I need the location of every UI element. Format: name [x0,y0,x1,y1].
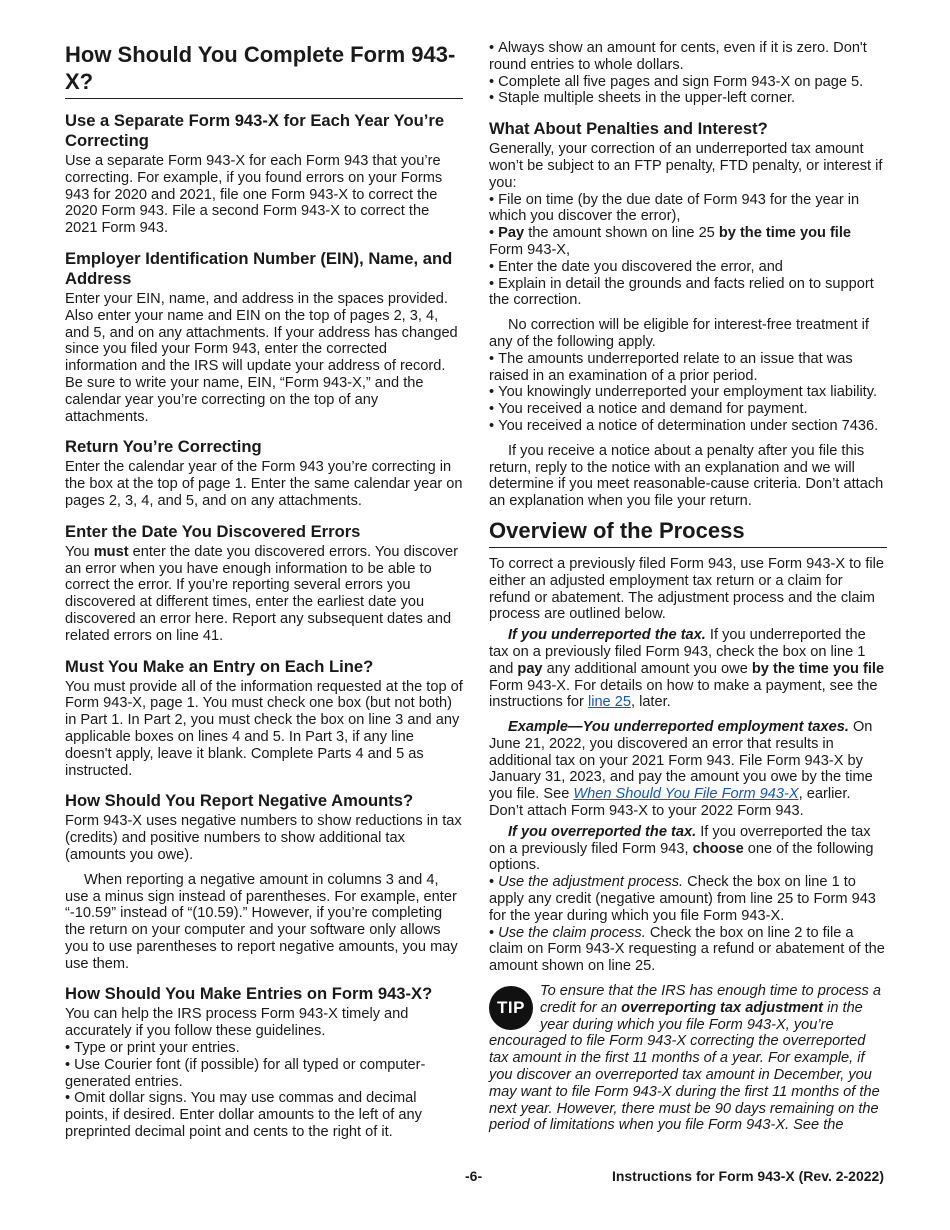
list-item: • Use Courier font (if possible) for all typed or computer-generated entries. [65,1057,463,1091]
when-should-you-file-link[interactable]: When Should You File Form 943-X [573,786,799,803]
list-item: • File on time (by the due date of Form 943 for the year in which you discover the error), [489,192,887,226]
list-item: • You received a notice and demand for payment. [489,401,887,418]
tip-icon: TIP [489,986,533,1030]
line-25-link[interactable]: line 25 [587,694,631,711]
list-item: • Pay the amount shown on line 25 by the time you file Form 943-X, [489,225,887,259]
heading-entry-each-line: Must You Make an Entry on Each Line? [65,656,374,676]
list-item: • Complete all five pages and sign Form 943-X on page 5. [489,74,887,91]
paragraph-separate-form: Use a separate Form 943-X for each Form 943 that you’re correcting. For example, if you found errors on your Forms 943 for 2020 and 2021, file one Form 943-X to correct the 2020 Form 943. File a second Form 943-X to correct the 2021 Form 943. [65,153,443,237]
paragraph-return-correcting: Enter the calendar year of the Form 943 you’re correcting in the box at the top of page 1. Enter the same calendar year on pages 2, 3, 4, and 5, and on any attachments. [65,459,463,509]
list-item: • Explain in detail the grounds and facts relied on to support the correction. [489,276,887,310]
paragraph-entry-each-line: You must provide all of the information requested at the top of Form 943-X, page 1. You must check one box (but not both) in Part 1. In Part 2, you must check the box on line 3 and any applicable boxes on lines 4 and 5. In Part 3, if any line doesn't apply, leave it blank. Complete Parts 4 and 5 as instructed. [65,678,463,779]
heading-make-entries: How Should You Make Entries on Form 943-X? [65,984,433,1004]
section-title-overview: Overview of the Process [489,517,887,548]
heading-negative-amounts: How Should You Report Negative Amounts? [65,791,414,811]
list-item: • Use the adjustment process. Check the box on line 1 to apply any credit (negative amount) from line 25 to Form 943 for the year during which you file Form 943-X. [489,874,887,924]
list-item: • Use the claim process. Check the box on line 2 to file a claim on Form 943-X requesting a refund or abatement of the amount shown on line 25. [489,925,887,975]
list-item: • Enter the date you discovered the error, and [489,259,887,276]
tip-callout: TIP To ensure that the IRS has enough time to process a credit for an overreporting tax adjustment in the year during which you file Form 943-X, you’re encouraged to file Form 943-X correcting the overreported tax amount in the first 11 months of a year. For example, if you discover an overreported tax amount in December, you may want to file Form 943-X during the first 11 months of the next year. However, there must be 90 days remaining on the period of limitations when you file Form 943-X. See the [489,983,882,1134]
heading-return-correcting: Return You’re Correcting [65,437,262,457]
paragraph-negative-amounts: Form 943-X uses negative numbers to show reductions in tax (credits) and positive numbers to show additional tax (amounts you owe). [65,813,462,863]
left-column [65,40,463,1141]
paragraph-make-entries: You can help the IRS process Form 943-X timely and accurately if you follow these guidelines. [65,1006,409,1040]
heading-separate-form: Use a Separate Form 943-X for Each Year You’re Correcting [65,111,445,150]
paragraph-penalty-notice: If you receive a notice about a penalty after you file this return, reply to the notice with an explanation and we will determine if you meet reasonable-cause criteria. Don’t attach an explanation when you file your return. [489,442,884,510]
list-item: • Always show an amount for cents, even if it is zero. Don't round entries to whole dollars. [489,40,887,74]
list-item: • The amounts underreported relate to an issue that was raised in an examination of a prior period. [489,351,887,385]
footer-form-title: Instructions for Form 943-X (Rev. 2-2022) [611,1168,884,1184]
heading-date-discovered: Enter the Date You Discovered Errors [65,521,361,541]
section-title-complete-form: How Should You Complete Form 943-X? [65,41,463,99]
paragraph-overreported: If you overreported the tax. If you overreported the tax on a previously filed Form 943, choose one of the following options. [489,823,874,874]
paragraph-underreported: If you underreported the tax. If you underreported the tax on a previously filed Form 943, check the box on line 1 and pay any additional amount you owe by the time you file Form 943-X. For details on how to make a payment, see the instructions for line 25, later. [489,627,885,711]
paragraph-date-discovered: You must enter the date you discovered errors. You discover an error when you have enough information to be able to correct the error. If you’re reporting several errors you discovered at different times, enter the earliest date you discovered an error here. Report any subsequent dates and related errors on line 41. [65,543,458,644]
heading-penalties-interest: What About Penalties and Interest? [489,119,768,139]
paragraph-ein-name-address: Enter your EIN, name, and address in the spaces provided. Also enter your name and EIN on the top of pages 2, 3, 4, and 5, and on any attachments. If your address has changed since you filed your Form 943, enter the corrected information and the IRS will update your address of record. Be sure to write your name, EIN, “Form 943-X,” and the calendar year you’re correcting on the top of any attachments. [65,290,458,425]
paragraph-no-correction: No correction will be eligible for interest-free treatment if any of the following apply. [489,317,869,350]
list-item: • Type or print your entries. [65,1040,463,1057]
list-item: • Staple multiple sheets in the upper-left corner. [489,90,887,107]
paragraph-overview-intro: To correct a previously filed Form 943, use Form 943-X to file either an adjusted employment tax return or a claim for refund or abatement. The adjustment process and the claim process are outlined below. [489,555,884,623]
right-column [489,40,887,1134]
paragraph-example: Example—You underreported employment taxes. On June 21, 2022, you discovered an error that results in additional tax on your 2021 Form 943. File Form 943-X by January 31, 2023, and pay the amount you owe by the time you file. See When Should You File Form 943-X, earlier. Don’t attach Form 943-X to your 2022 Form 943. [489,719,873,820]
paragraph-penalties-intro: Generally, your correction of an underreported tax amount won’t be subject to an FTP penalty, FTD penalty, or interest if you: [489,141,883,191]
list-item: • You received a notice of determination under section 7436. [489,418,887,435]
page-number: -6- [465,1168,483,1184]
paragraph-minus-sign: When reporting a negative amount in columns 3 and 4, use a minus sign instead of parentheses. For example, enter “-10.59” instead of “(10.59).” However, if you’re completing the return on your computer and your software only allows you to use parentheses to report negative amounts, you may use them. [65,871,458,972]
list-item: • You knowingly underreported your employment tax liability. [489,384,887,401]
list-item: • Omit dollar signs. You may use commas and decimal points, if desired. Enter dollar amounts to the left of any preprinted decimal point and cents to the right of it. [65,1090,463,1140]
heading-ein-name-address: Employer Identification Number (EIN), Name, and Address [65,248,453,288]
